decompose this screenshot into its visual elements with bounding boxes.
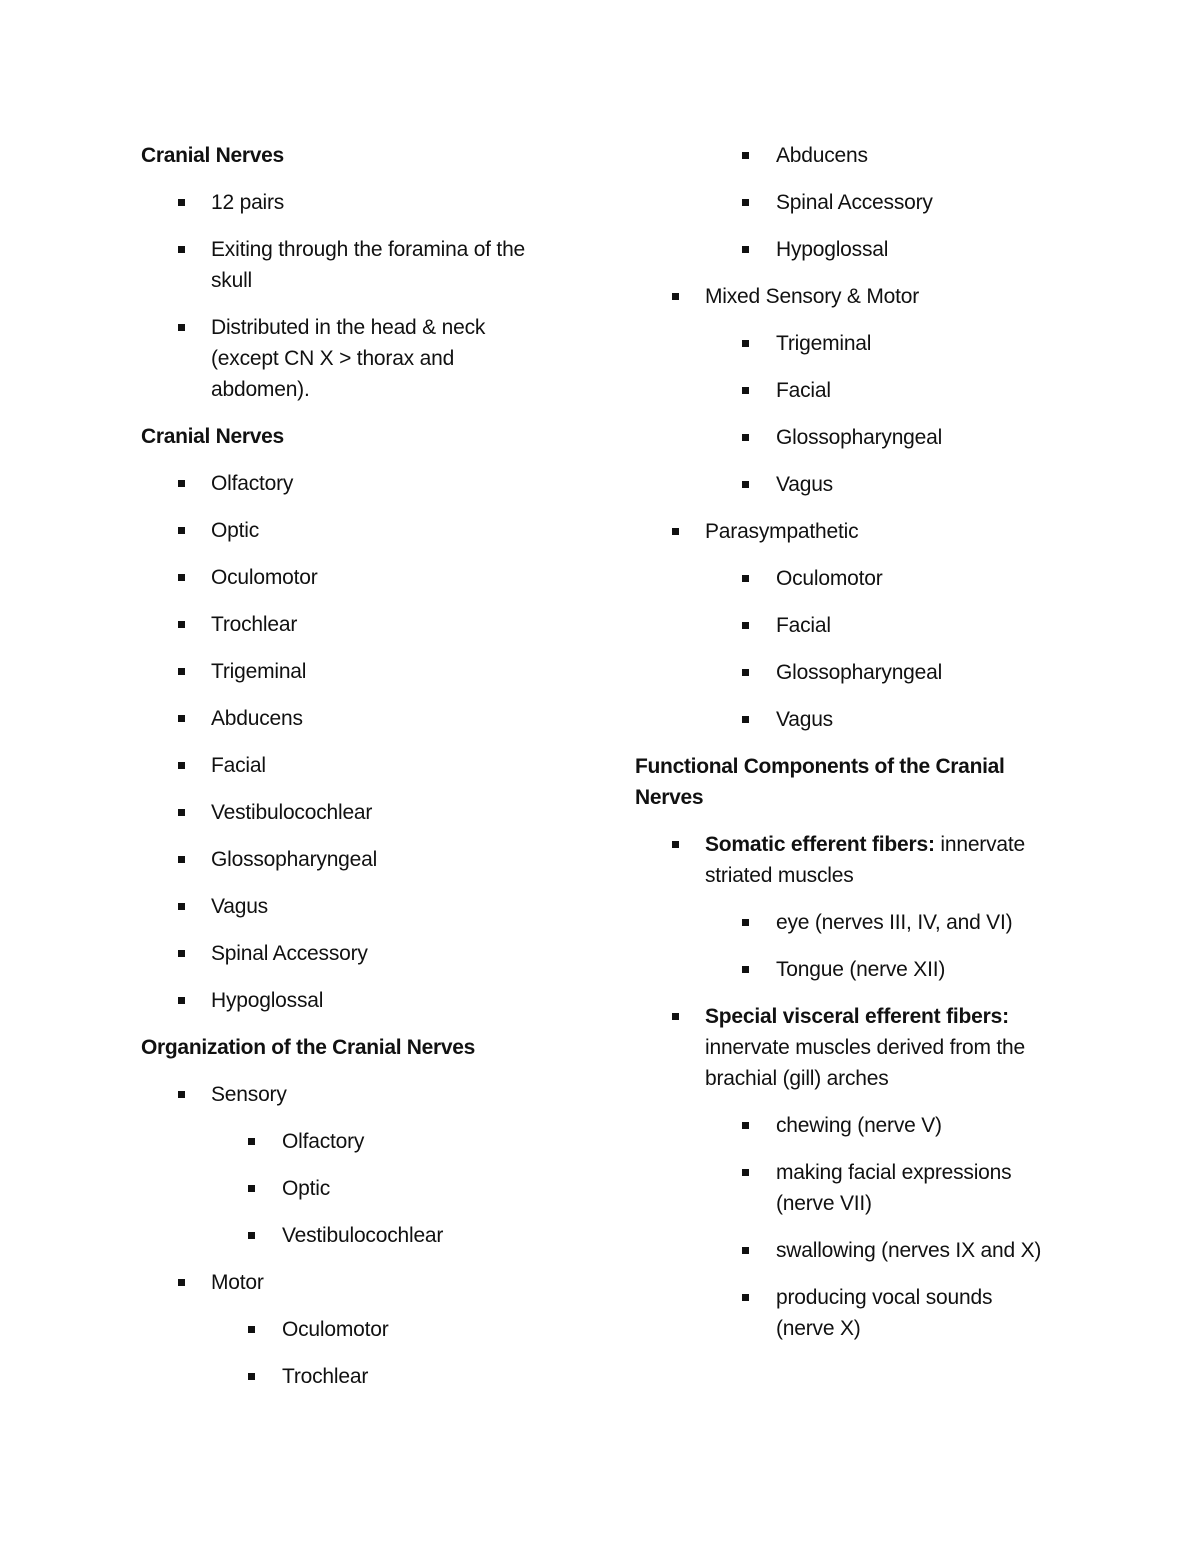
list-item: Distributed in the head & neck (except CN X > thorax and abdomen). [141, 312, 511, 405]
list-item: Oculomotor [141, 562, 581, 593]
square-bullet-icon [742, 919, 749, 926]
section-heading-cranial-nerves-list: Cranial Nerves [141, 425, 284, 448]
list-item: making facial expressions (nerve VII) [635, 1157, 1026, 1219]
list-item: Trigeminal [141, 656, 581, 687]
square-bullet-icon [178, 903, 185, 910]
list-item: Exiting through the foramina of the skull [141, 234, 551, 296]
square-bullet-icon [742, 669, 749, 676]
section-heading-organization: Organization of the Cranial Nerves [141, 1036, 476, 1059]
square-bullet-icon [178, 762, 185, 769]
list-item: Glossopharyngeal [635, 657, 1075, 688]
list-item: chewing (nerve V) [635, 1110, 1075, 1141]
square-bullet-icon [742, 966, 749, 973]
list-item: Tongue (nerve XII) [635, 954, 1075, 985]
cranial-nerves-names-list [141, 468, 581, 1016]
square-bullet-icon [178, 1279, 185, 1286]
list-item: Abducens [141, 703, 581, 734]
square-bullet-icon [178, 621, 185, 628]
square-bullet-icon [672, 841, 679, 848]
list-item: Trigeminal [635, 328, 1075, 359]
square-bullet-icon [248, 1138, 255, 1145]
list-item-special-visceral-efferent: Special visceral efferent fibers: innervate muscles derived from the brachial (gill) arches [635, 1001, 1055, 1094]
square-bullet-icon [672, 1013, 679, 1020]
square-bullet-icon [248, 1232, 255, 1239]
square-bullet-icon [742, 1169, 749, 1176]
motor-continued-list [635, 140, 1075, 735]
square-bullet-icon [178, 199, 185, 206]
square-bullet-icon [742, 1294, 749, 1301]
section-heading-functional-components: Functional Components of the Cranial Nerves [635, 755, 1005, 809]
list-item: Vagus [141, 891, 581, 922]
square-bullet-icon [742, 246, 749, 253]
list-item: eye (nerves III, IV, and VI) [635, 907, 1075, 938]
square-bullet-icon [742, 434, 749, 441]
list-item-parasympathetic: Parasympathetic [635, 516, 1075, 547]
list-item: producing vocal sounds (nerve X) [635, 1282, 1016, 1344]
section-heading-cranial-nerves: Cranial Nerves [141, 144, 284, 167]
square-bullet-icon [742, 575, 749, 582]
square-bullet-icon [742, 1247, 749, 1254]
square-bullet-icon [178, 668, 185, 675]
square-bullet-icon [178, 856, 185, 863]
list-item: swallowing (nerves IX and X) [635, 1235, 1075, 1266]
list-item-motor: Motor [141, 1267, 581, 1298]
list-item: Oculomotor [635, 563, 1075, 594]
list-item: Oculomotor [141, 1314, 581, 1345]
list-item-mixed: Mixed Sensory & Motor [635, 281, 1075, 312]
square-bullet-icon [178, 1091, 185, 1098]
square-bullet-icon [742, 481, 749, 488]
square-bullet-icon [742, 622, 749, 629]
list-item: Optic [141, 515, 581, 546]
square-bullet-icon [742, 1122, 749, 1129]
list-item: Trochlear [141, 1361, 581, 1392]
list-item: Vestibulocochlear [141, 797, 581, 828]
list-item-sensory: Sensory [141, 1079, 581, 1110]
square-bullet-icon [178, 997, 185, 1004]
list-item: Abducens [635, 140, 1075, 171]
list-item: 12 pairs [141, 187, 581, 218]
list-item: Glossopharyngeal [141, 844, 581, 875]
list-item-somatic-efferent: Somatic efferent fibers: innervate striated muscles [635, 829, 1045, 891]
square-bullet-icon [248, 1373, 255, 1380]
square-bullet-icon [178, 809, 185, 816]
list-item: Facial [141, 750, 581, 781]
square-bullet-icon [178, 715, 185, 722]
list-item: Vagus [635, 469, 1075, 500]
square-bullet-icon [248, 1326, 255, 1333]
square-bullet-icon [672, 528, 679, 535]
list-item: Facial [635, 375, 1075, 406]
list-item: Glossopharyngeal [635, 422, 1075, 453]
square-bullet-icon [178, 246, 185, 253]
list-item: Olfactory [141, 1126, 581, 1157]
list-item: Facial [635, 610, 1075, 641]
square-bullet-icon [178, 324, 185, 331]
list-item: Optic [141, 1173, 581, 1204]
square-bullet-icon [742, 152, 749, 159]
square-bullet-icon [672, 293, 679, 300]
square-bullet-icon [178, 950, 185, 957]
organization-list [141, 1079, 581, 1392]
list-item: Vagus [635, 704, 1075, 735]
square-bullet-icon [178, 574, 185, 581]
square-bullet-icon [742, 340, 749, 347]
square-bullet-icon [178, 527, 185, 534]
square-bullet-icon [742, 716, 749, 723]
square-bullet-icon [742, 387, 749, 394]
list-item: Hypoglossal [141, 985, 581, 1016]
square-bullet-icon [178, 480, 185, 487]
left-column [141, 140, 581, 1408]
square-bullet-icon [248, 1185, 255, 1192]
square-bullet-icon [742, 199, 749, 206]
right-column [635, 140, 1075, 1360]
list-item: Spinal Accessory [141, 938, 581, 969]
list-item: Spinal Accessory [635, 187, 1075, 218]
functional-components-list [635, 829, 1075, 1344]
list-item: Trochlear [141, 609, 581, 640]
list-item: Hypoglossal [635, 234, 1075, 265]
cranial-nerves-overview-list [141, 187, 581, 405]
list-item: Olfactory [141, 468, 581, 499]
list-item: Vestibulocochlear [141, 1220, 581, 1251]
